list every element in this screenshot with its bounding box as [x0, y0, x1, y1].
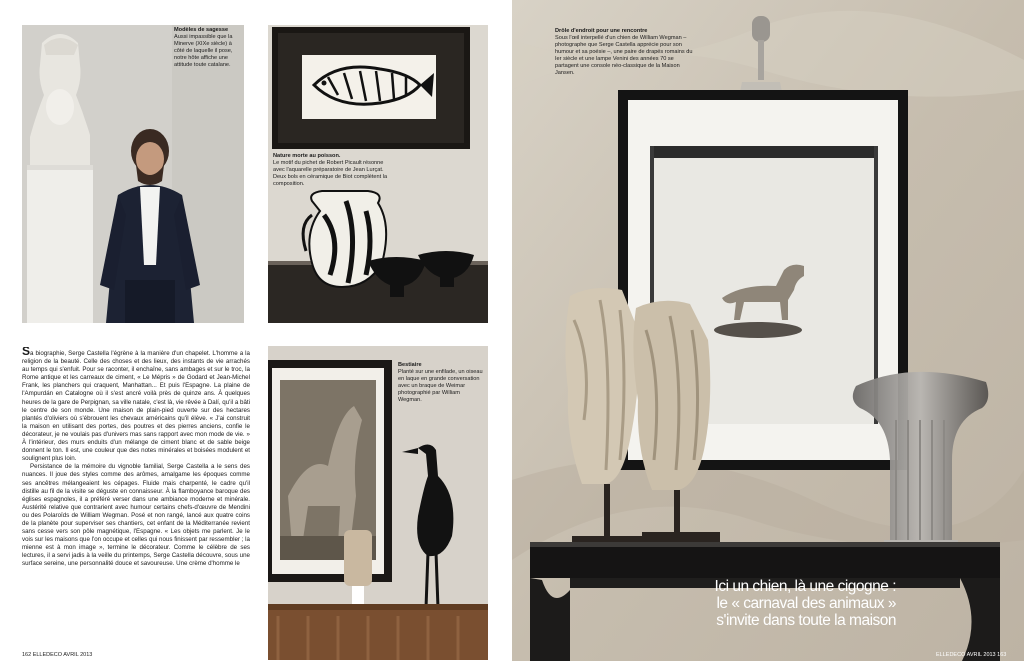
article-paragraph-2: Persistance de la mémoire du vignoble familial, Serge Castella a le sens des nuances. Il joue des styles comme des arômes, amalgame les époques comme ses ancêtres mélangeaient les cépages. Fluide mais charpenté, le cadre qu'il distille au fil de la visite se déguste en connaisseur. À la flamboyance baroque des églises espagnoles, il a préféré verser dans une ambiance moderne et minérale. Austérité relative que contrarient avec humour certains chefs-d'œuvre de Mendini ou des Polaroïds de William Wegman. Posé et non rangé, lancé aux quatre coins de la planète pour superviser ses chantiers, cet enfant de la Méditerranée revient sans cesse vers son pôle magnétique, l'Espagne. « Les objets me parlent. Je le vois sur les maisons que l'on occupe et celles qui nous finissent par ressembler ; la mienne est à mon image », termine le décorateur. Comme le célèbre de ses lectures, il a servi jadis à la veille du printemps, Serge Castella découvre, sous une surface sereine, une personnalité douce et savoureuse. Une crème d'homme le: [22, 463, 250, 568]
article-paragraph-1-text: a biographie, Serge Castella l'égrène à la manière d'un chapelet. L'homme a la religion de la beauté. Celle des choses et des lieux, des instants de vie arrachés au temps qui s'enfuit. Pour se raconter, il enchaîne, sans ambages et sur le troc, la Rome antique et les carreaux de ciment, « Le Mépris » de Godard et Jean-Michel Frank, les planchers qui craquent, Manhattan... Et puis l'Espagne. La plaine de l'Ampurdán en Catalogne où il s'est ancré voilà près de quinze ans. À quelques heures de la gare de Perpignan, sa ville natale, c'est là, vie rêvée à Dalí, qu'il a bâti le centre de son monde. Une maison de plain-pied ouverte sur des hectares plantés d'oliviers où s'ébrouent les chevaux américains qu'il élève. « J'ai construit la maison en utilisant des portes, des poutres et des pierres anciens, confie le décorateur, je ne voulais pas d'univers mas sans rapport avec mon mode de vie. » À l'intérieur, des murs enduits d'un mélange de ciment blanc et de sable beige donnent le ton. Il est, une couleur que des notes minérales et boisées modulent et soulignent plus loin.: [22, 350, 250, 463]
pull-quote: [596, 578, 896, 629]
caption-drole-title: Drôle d'endroit pour une rencontre: [555, 28, 648, 34]
drop-cap: S: [22, 347, 31, 358]
portrait-photo: [22, 25, 244, 323]
caption-nature-morte-text: Le motif du pichet de Robert Picault résonne avec l'aquarelle préparatoire de Jean Lurçat. Deux bols en céramique de Biot complètent la composition.: [273, 160, 388, 187]
caption-drole: [555, 28, 695, 77]
pull-quote-line-3: s'invite dans toute la maison: [716, 612, 896, 629]
article-paragraph-1: [22, 347, 250, 463]
main-photo: [512, 0, 1024, 661]
caption-sagesse-text: Aussi impassible que la Minerve (XIXe siècle) à côté de laquelle il pose, notre hôte affiche une attitude toute catalane.: [174, 34, 233, 68]
caption-nature-morte-title: Nature morte au poisson.: [273, 153, 341, 159]
caption-drole-text: Sous l'œil interpellé d'un chien de William Wegman – photographe que Serge Castella apprécie pour son humour et sa poésie –, une paire de drapés romains du Ier siècle et une lampe Venini des années 70 se partagent une console néo-classique de la Maison Jansen.: [555, 35, 693, 76]
pull-quote-line-1: Ici un chien, là une cigogne :: [714, 578, 896, 595]
caption-sagesse-title: Modèles de sagesse: [174, 27, 229, 33]
main-illustration: [512, 0, 1024, 661]
portrait-illustration: [22, 25, 244, 323]
caption-nature-morte: [273, 153, 391, 188]
folio-right: ELLEDECO AVRIL 2013 163: [936, 652, 1007, 658]
caption-bestiaire-title: Bestiaire: [398, 362, 422, 368]
caption-bestiaire-text: Planté sur une enfilade, un oiseau en laque en grande conversation avec un braque de Weimar photographié par William Wegman.: [398, 369, 483, 403]
pull-quote-line-2: le « carnaval des animaux »: [716, 595, 896, 612]
caption-sagesse: [174, 27, 240, 69]
folio-left: 162 ELLEDECO AVRIL 2013: [22, 652, 93, 658]
caption-bestiaire: [398, 362, 484, 404]
article-body: [22, 347, 250, 643]
